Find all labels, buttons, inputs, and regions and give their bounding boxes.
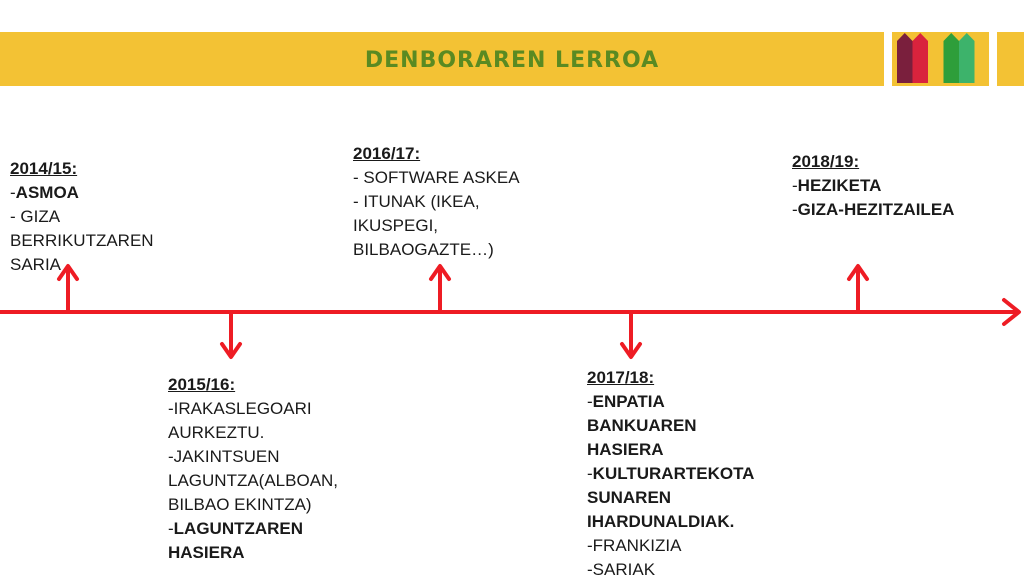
entry-line — [10, 181, 154, 205]
entry-line-text: BERRIKUTZAREN — [10, 231, 154, 250]
entry-line-prefix: - — [353, 192, 364, 211]
entry-line-text: GIZA — [20, 207, 61, 226]
entry-line — [168, 421, 338, 445]
entry-line — [353, 214, 520, 238]
entry-line-text: AURKEZTU. — [168, 423, 265, 442]
entry-line — [168, 397, 338, 421]
entry-line-text: BILBAO EKINTZA) — [168, 495, 312, 514]
entry-line — [587, 438, 754, 462]
entry-year: 2016/17: — [353, 144, 421, 163]
entry-line — [587, 414, 754, 438]
entry-line-text: KULTURARTEKOTA — [592, 464, 755, 483]
timeline-entry-2017-18 — [587, 366, 754, 582]
entry-line — [353, 238, 520, 262]
entry-line — [168, 517, 338, 541]
timeline-entry-2018-19 — [792, 150, 954, 222]
entry-line-text: HASIERA — [168, 543, 245, 562]
entry-line — [792, 198, 954, 222]
entry-line-text: SARIA — [10, 255, 62, 274]
entry-line — [587, 510, 754, 534]
timeline-entry-2015-16 — [168, 373, 338, 565]
entry-line-text: SARIAK — [592, 560, 656, 579]
entry-line-prefix: - — [792, 200, 798, 219]
entry-line-text: GIZA-HEZITZAILEA — [797, 200, 955, 219]
timeline-entry-2016-17 — [353, 142, 520, 262]
entry-line-prefix: - — [10, 207, 21, 226]
entry-line — [587, 534, 754, 558]
entry-line-text: JAKINTSUEN — [173, 447, 280, 466]
entry-line-text: FRANKIZIA — [592, 536, 682, 555]
entry-year: 2015/16: — [168, 375, 236, 394]
entry-line-text: ENPATIA — [592, 392, 665, 411]
entry-line — [587, 486, 754, 510]
entry-line-prefix: - — [10, 183, 16, 202]
entry-line-text: BILBAOGAZTE…) — [353, 240, 494, 259]
entry-line-prefix: - — [587, 560, 593, 579]
timeline-entry-2014-15 — [10, 157, 154, 277]
entry-line-prefix: - — [587, 464, 593, 483]
entry-line-prefix: - — [587, 536, 593, 555]
entry-line-text: SOFTWARE ASKEA — [363, 168, 520, 187]
entry-year: 2018/19: — [792, 152, 860, 171]
entry-line-text: LAGUNTZA(ALBOAN, — [168, 471, 339, 490]
entry-line — [10, 253, 154, 277]
entry-line-prefix: - — [792, 176, 798, 195]
entry-line-text: IKUSPEGI, — [353, 216, 439, 235]
entry-line — [587, 462, 754, 486]
page-title: DENBORAREN LERROA — [364, 48, 660, 73]
entry-line-text: SUNAREN — [587, 488, 672, 507]
entry-line — [587, 558, 754, 582]
entry-line-prefix: - — [168, 519, 174, 538]
entry-line — [353, 190, 520, 214]
entry-year: 2017/18: — [587, 368, 655, 387]
entry-line-prefix: - — [168, 447, 174, 466]
entry-line-text: IRAKASLEGOARI — [173, 399, 312, 418]
entry-line — [353, 166, 520, 190]
entry-line — [168, 493, 338, 517]
entry-line-prefix: - — [353, 168, 364, 187]
entry-line-text: ITUNAK (IKEA, — [363, 192, 480, 211]
entry-line-text: LAGUNTZAREN — [173, 519, 304, 538]
entry-line-text: IHARDUNALDIAK. — [587, 512, 735, 531]
entry-line-text: ASMOA — [15, 183, 79, 202]
entry-line-text: HASIERA — [587, 440, 664, 459]
entry-line — [587, 390, 754, 414]
entry-line-text: BANKUAREN — [587, 416, 697, 435]
entry-line — [10, 205, 154, 229]
entry-line-prefix: - — [587, 392, 593, 411]
entry-line — [168, 541, 338, 565]
entry-line — [792, 174, 954, 198]
entry-line-text: HEZIKETA — [797, 176, 882, 195]
entry-year: 2014/15: — [10, 159, 78, 178]
entry-line — [168, 445, 338, 469]
entry-line — [168, 469, 338, 493]
entry-line — [10, 229, 154, 253]
entry-line-prefix: - — [168, 399, 174, 418]
